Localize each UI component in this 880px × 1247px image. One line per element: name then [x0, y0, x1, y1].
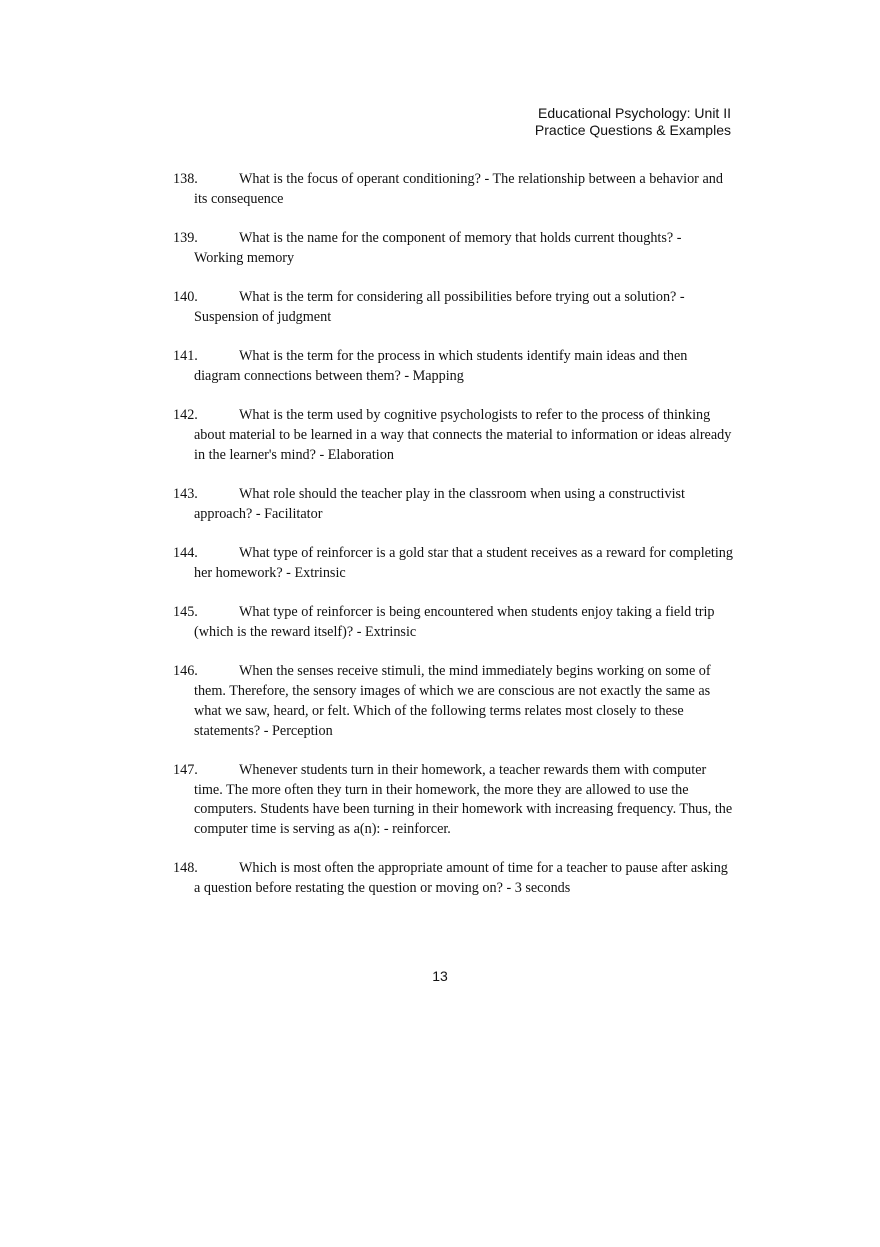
question-number: 143.	[173, 486, 198, 503]
question-item	[173, 761, 734, 840]
question-item	[173, 406, 734, 465]
question-number: 142.	[173, 407, 198, 424]
question-text: What type of reinforcer is being encountered when students enjoy taking a field trip (which is the reward itself)? - Extrinsic	[194, 604, 715, 641]
question-number: 148.	[173, 860, 198, 877]
question-item	[173, 347, 734, 386]
question-text: What is the term for the process in which students identify main ideas and then diagram connections between them? - Mapping	[194, 348, 688, 384]
question-item	[173, 485, 734, 524]
question-item	[173, 859, 734, 898]
running-header	[535, 105, 731, 139]
question-text: What is the name for the component of memory that holds current thoughts? - Working memory	[194, 230, 682, 266]
question-text: What type of reinforcer is a gold star that a student receives as a reward for completing her homework? - Extrinsic	[194, 545, 733, 581]
question-number: 145.	[173, 604, 198, 621]
question-text: What is the term for considering all possibilities before trying out a solution? - Suspension of judgment	[194, 289, 685, 325]
header-subtitle: Practice Questions & Examples	[534, 122, 731, 138]
question-number: 141.	[173, 348, 198, 365]
question-number: 147.	[173, 761, 198, 778]
question-text: Which is most often the appropriate amount of time for a teacher to pause after asking a question before restating the question or moving on? - 3 seconds	[194, 860, 728, 897]
question-item	[173, 288, 734, 327]
question-item	[173, 603, 734, 642]
question-number: 138.	[173, 171, 198, 187]
question-text: When the senses receive stimuli, the mind immediately begins working on some of them. Therefore, the sensory images of which we are conscious are not exactly the same as what we saw, heard, or felt. Which of the following terms relates most closely to these statements? - Perception	[194, 663, 711, 739]
page-number: 13	[432, 968, 448, 984]
question-number: 139.	[173, 230, 198, 247]
question-item	[173, 170, 734, 209]
question-number: 144.	[173, 545, 198, 562]
question-list	[173, 170, 734, 919]
question-text: What is the focus of operant conditioning? - The relationship between a behavior and its consequence	[194, 171, 723, 207]
header-title: Educational Psychology: Unit II	[538, 105, 731, 121]
question-text: What is the term used by cognitive psychologists to refer to the process of thinking about material to be learned in a way that connects the material to information or ideas already in the learner's mind? - Elaboration	[194, 407, 732, 463]
question-item	[173, 544, 734, 583]
question-text: What role should the teacher play in the classroom when using a constructivist approach? - Facilitator	[194, 486, 685, 522]
question-number: 140.	[173, 289, 198, 306]
question-number: 146.	[173, 663, 198, 680]
question-item	[173, 229, 734, 268]
question-item	[173, 662, 734, 741]
question-text: Whenever students turn in their homework, a teacher rewards them with computer time. The more often they turn in their homework, the more they are allowed to use the computers. Students have been turning in their homework with increasing frequency. Thus, the computer time is serving as a(n): - reinforcer.	[194, 761, 733, 838]
